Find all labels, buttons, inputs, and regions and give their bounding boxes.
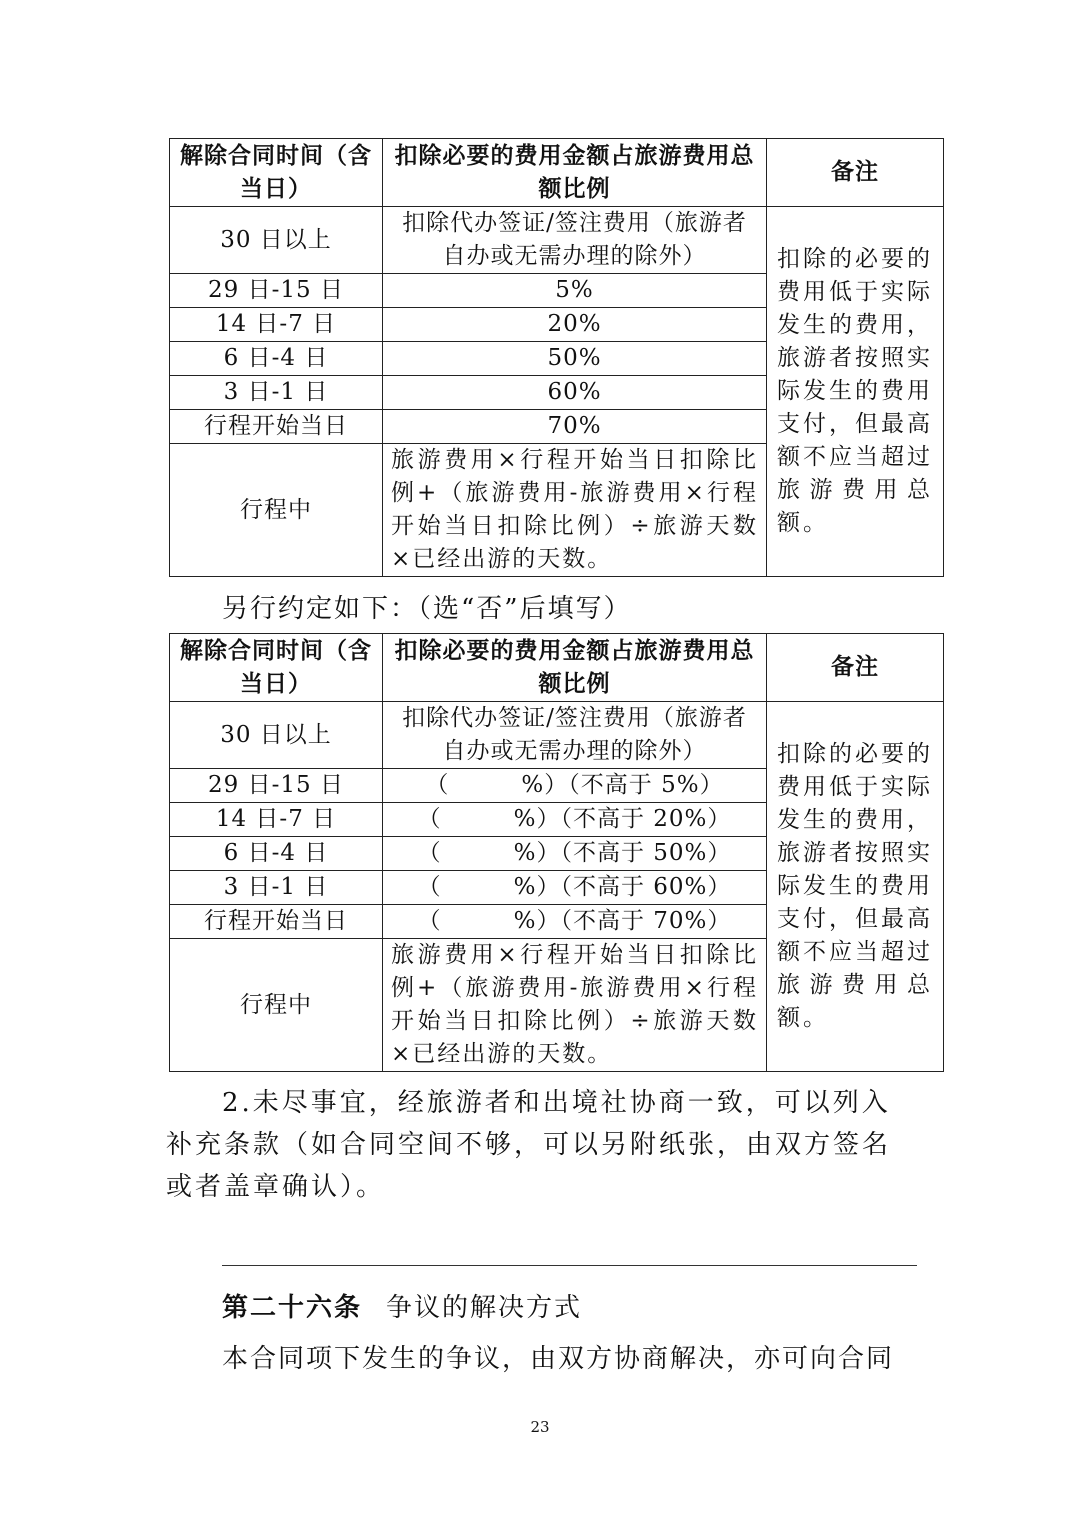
remarks-cell: 扣除的必要的费用低于实际发生的费用，旅游者按照实际发生的费用支付，但最高额不应当超过旅游费用总额。	[767, 207, 944, 577]
header-remarks: 备注	[767, 634, 944, 702]
deduction-ratio-cell: 20%	[383, 308, 767, 342]
header-deduction-ratio: 扣除必要的费用金额占旅游费用总额比例	[383, 139, 767, 207]
cancel-time-cell: 行程中	[170, 444, 383, 577]
clause-2-paragraph: 2.未尽事宜，经旅游者和出境社协商一致，可以列入补充条款（如合同空间不够，可以另附纸张，由双方签名或者盖章确认）。	[166, 1088, 892, 1202]
cancellation-table-custom	[169, 633, 944, 1072]
cancel-time-cell: 6 日-4 日	[170, 342, 383, 376]
cancel-time-cell: 3 日-1 日	[170, 376, 383, 410]
section-divider	[222, 1265, 917, 1266]
table-row	[170, 702, 944, 769]
remarks-cell: 扣除的必要的费用低于实际发生的费用，旅游者按照实际发生的费用支付，但最高额不应当超过旅游费用总额。	[767, 702, 944, 1072]
cancellation-table-standard	[169, 138, 944, 577]
article-body: 本合同项下发生的争议，由双方协商解决，亦可向合同	[222, 1344, 895, 1374]
cancel-time-cell: 14 日-7 日	[170, 803, 383, 837]
article-heading	[222, 1287, 582, 1324]
deduction-ratio-cell: 70%	[383, 410, 767, 444]
page-number: 23	[530, 1418, 550, 1436]
deduction-ratio-fill-cell: （ %）（不高于 20%）	[383, 803, 767, 837]
deduction-ratio-fill-cell: （ %）（不高于 60%）	[383, 871, 767, 905]
header-remarks: 备注	[767, 139, 944, 207]
deduction-ratio-cell: 50%	[383, 342, 767, 376]
deduction-ratio-cell: 扣除代办签证/签注费用（旅游者自办或无需办理的除外）	[383, 702, 767, 769]
cancel-time-cell: 29 日-15 日	[170, 274, 383, 308]
deduction-ratio-fill-cell: （ %）（不高于 70%）	[383, 905, 767, 939]
header-deduction-ratio: 扣除必要的费用金额占旅游费用总额比例	[383, 634, 767, 702]
deduction-ratio-cell: 60%	[383, 376, 767, 410]
header-cancel-time: 解除合同时间（含当日）	[170, 139, 383, 207]
cancel-time-cell: 行程开始当日	[170, 905, 383, 939]
table-header-row	[170, 634, 944, 702]
cancel-time-cell: 30 日以上	[170, 207, 383, 274]
deduction-ratio-fill-cell: （ %）（不高于 5%）	[383, 769, 767, 803]
cancel-time-cell: 行程开始当日	[170, 410, 383, 444]
deduction-ratio-cell: 旅游费用×行程开始当日扣除比例+（旅游费用-旅游费用×行程开始当日扣除比例）÷旅游天数×已经出游的天数。	[383, 444, 767, 577]
cancel-time-cell: 3 日-1 日	[170, 871, 383, 905]
cancel-time-cell: 29 日-15 日	[170, 769, 383, 803]
article-number: 第二十六条	[222, 1293, 363, 1323]
deduction-ratio-cell: 扣除代办签证/签注费用（旅游者自办或无需办理的除外）	[383, 207, 767, 274]
cancel-time-cell: 14 日-7 日	[170, 308, 383, 342]
cancel-time-cell: 行程中	[170, 939, 383, 1072]
table-header-row	[170, 139, 944, 207]
deduction-ratio-cell: 旅游费用×行程开始当日扣除比例+（旅游费用-旅游费用×行程开始当日扣除比例）÷旅游天数×已经出游的天数。	[383, 939, 767, 1072]
deduction-ratio-cell: 5%	[383, 274, 767, 308]
table-row	[170, 207, 944, 274]
cancel-time-cell: 30 日以上	[170, 702, 383, 769]
article-title: 争议的解决方式	[386, 1293, 583, 1323]
deduction-ratio-fill-cell: （ %）（不高于 50%）	[383, 837, 767, 871]
cancel-time-cell: 6 日-4 日	[170, 837, 383, 871]
other-agreement-line: 另行约定如下：（选“否”后填写）	[222, 594, 632, 624]
header-cancel-time: 解除合同时间（含当日）	[170, 634, 383, 702]
